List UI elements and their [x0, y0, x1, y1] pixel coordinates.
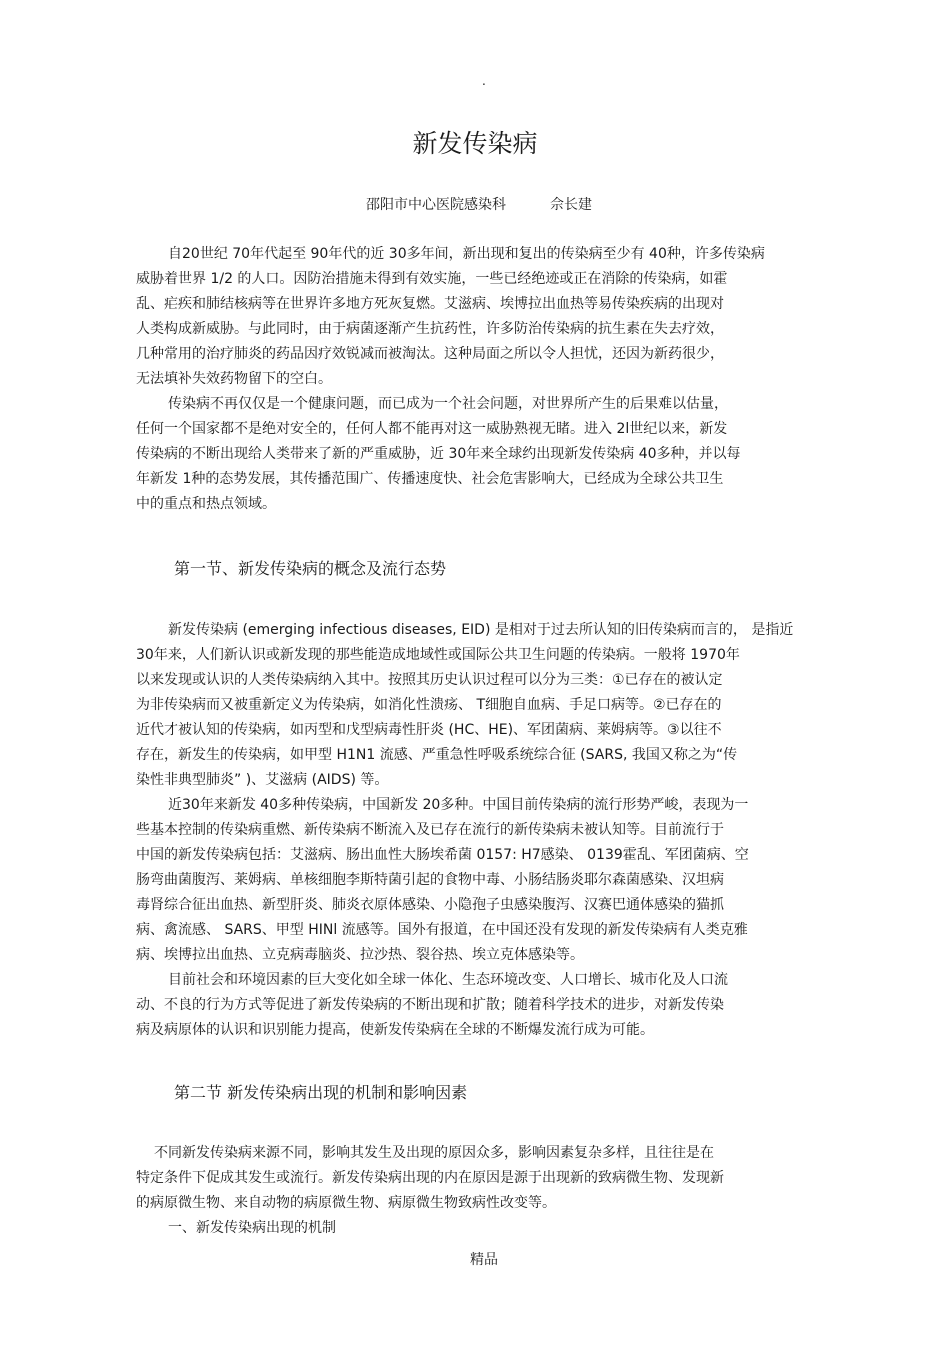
- section-heading: 第一节、新发传染病的概念及流行态势: [174, 559, 447, 578]
- paragraph-line: 不同新发传染病来源不同，影响其发生及出现的原因众多，影响因素复杂多样，且往往是在: [154, 1145, 714, 1161]
- paragraph-line: 几种常用的治疗肺炎的药品因疗效锐减而被淘汰。这种局面之所以令人担忧，还因为新药很少，: [136, 346, 724, 362]
- affiliation: 邵阳市中心医院感染科: [366, 197, 506, 213]
- paragraph-line: 乱、疟疾和肺结核病等在世界许多地方死灰复燃。艾滋病、埃博拉出血热等易传染疾病的出现对: [136, 296, 724, 312]
- paragraph-line: 中的重点和热点领域。: [136, 496, 276, 512]
- section-heading: 第二节 新发传染病出现的机制和影响因素: [174, 1083, 468, 1102]
- paragraph-line: 病、埃博拉出血热、立克病毒脑炎、拉沙热、裂谷热、埃立克体感染等。: [136, 947, 584, 963]
- paragraph-line: 30年来，人们新认识或新发现的那些能造成地域性或国际公共卫生问题的传染病。一般将 1970年: [136, 647, 740, 663]
- author: 佘长建: [550, 197, 592, 213]
- paragraph-line: 人类构成新威胁。与此同时，由于病菌逐渐产生抗药性，许多防治传染病的抗生素在失去疗效，: [136, 321, 724, 337]
- paragraph-line: 些基本控制的传染病重燃、新传染病不断流入及已存在流行的新传染病未被认知等。目前流行于: [136, 822, 724, 838]
- paragraph-line: 威胁着世界 1/2 的人口。因防治措施未得到有效实施，一些已经绝迹或正在消除的传染病，如霍: [136, 271, 728, 287]
- paragraph-line: 目前社会和环境因素的巨大变化如全球一体化、生态环境改变、人口增长、城市化及人口流: [168, 972, 728, 988]
- paragraph-line: 无法填补失效药物留下的空白。: [136, 371, 332, 387]
- paragraph-line: 年新发 1种的态势发展，其传播范围广、传播速度快、社会危害影响大，已经成为全球公共卫生: [136, 471, 724, 487]
- paragraph-line: 为非传染病而又被重新定义为传染病，如消化性溃疡、 T细胞自血病、手足口病等。②已存在的: [136, 697, 722, 713]
- paragraph-line: 病及病原体的认识和识别能力提高，使新发传染病在全球的不断爆发流行成为可能。: [136, 1022, 654, 1038]
- paragraph-line: 新发传染病 (emerging infectious diseases, EID) 是相对于过去所认知的旧传染病而言的， 是指近: [168, 622, 794, 638]
- page-title: 新发传染病: [412, 129, 538, 158]
- paragraph-line: 病、禽流感、 SARS、甲型 HINl 流感等。国外有报道，在中国还没有发现的新发传染病有人类克雅: [136, 922, 748, 938]
- paragraph-line: 以来发现或认识的人类传染病纳入其中。按照其历史认识过程可以分为三类：①已存在的被认定: [136, 672, 723, 688]
- paragraph-line: 毒肾综合征出血热、新型肝炎、肺炎衣原体感染、小隐孢子虫感染腹泻、汉赛巴通体感染的猫抓: [136, 897, 724, 913]
- paragraph-line: 自20世纪 70年代起至 90年代的近 30多年间，新出现和复出的传染病至少有 40种，许多传染病: [168, 246, 765, 262]
- paragraph-line: 近30年来新发 40多种传染病，中国新发 20多种。中国目前传染病的流行形势严峻，表现为一: [168, 797, 749, 813]
- header-mark: .: [482, 74, 486, 88]
- paragraph-line: 中国的新发传染病包括：艾滋病、肠出血性大肠埃希菌 0157: H7感染、 0139霍乱、军团菌病、空: [136, 847, 749, 863]
- paragraph-line: 动、不良的行为方式等促进了新发传染病的不断出现和扩散；随着科学技术的进步，对新发传染: [136, 997, 724, 1013]
- paragraph-line: 近代才被认知的传染病，如丙型和戊型病毒性肝炎 (HC、HE)、军团菌病、莱姆病等。③以往不: [136, 722, 722, 738]
- paragraph-line: 传染病不再仅仅是一个健康问题，而已成为一个社会问题，对世界所产生的后果难以估量，: [168, 396, 728, 412]
- subheading: 一、新发传染病出现的机制: [168, 1220, 336, 1236]
- byline: [366, 194, 592, 214]
- footer-label: 精品: [470, 1252, 498, 1268]
- paragraph-line: 特定条件下促成其发生或流行。新发传染病出现的内在原因是源于出现新的致病微生物、发现新: [136, 1170, 724, 1186]
- paragraph-line: 肠弯曲菌腹泻、莱姆病、单核细胞李斯特菌引起的食物中毒、小肠结肠炎耶尔森菌感染、汉坦病: [136, 872, 724, 888]
- paragraph-line: 的病原微生物、来自动物的病原微生物、病原微生物致病性改变等。: [136, 1195, 556, 1211]
- paragraph-line: 染性非典型肺炎” )、艾滋病 (AIDS) 等。: [136, 772, 389, 788]
- paragraph-line: 存在，新发生的传染病，如甲型 H1N1 流感、严重急性呼吸系统综合征 (SARS, 我国又称之为“传: [136, 747, 738, 763]
- paragraph-line: 传染病的不断出现给人类带来了新的严重威胁，近 30年来全球约出现新发传染病 40多种，并以每: [136, 446, 741, 462]
- paragraph-line: 任何一个国家都不是绝对安全的，任何人都不能再对这一威胁熟视无睹。进入 2l世纪以来，新发: [136, 421, 728, 437]
